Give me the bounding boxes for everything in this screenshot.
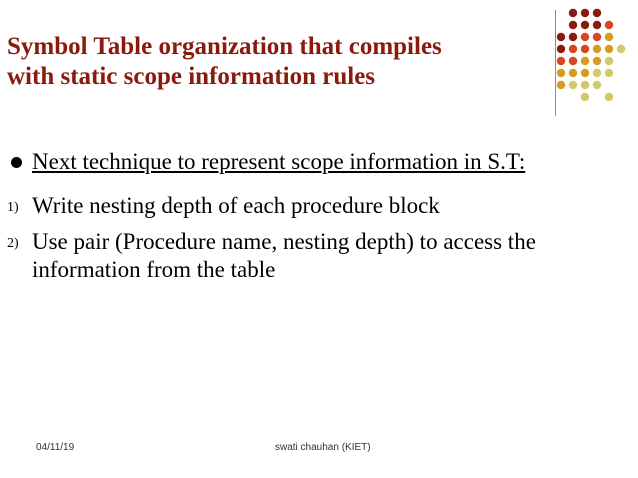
decor-dot (569, 81, 577, 89)
bullet-heading: Next technique to represent scope information in S.T: (32, 149, 526, 174)
decor-dot (605, 21, 613, 29)
decor-dot (581, 69, 589, 77)
decor-dot (569, 33, 577, 41)
decor-dot (557, 57, 565, 65)
decor-dot (605, 33, 613, 41)
footer-author: swati chauhan (KIET) (275, 442, 371, 453)
list-item-text-continuation: information from the table (32, 257, 276, 282)
decor-dot (581, 93, 589, 101)
decor-dot (569, 21, 577, 29)
list-item-text: Use pair (Procedure name, nesting depth) to access the (32, 229, 536, 254)
title-divider-line (555, 10, 556, 116)
decor-dot (581, 45, 589, 53)
decor-dot (569, 45, 577, 53)
slide-title (7, 32, 537, 92)
decor-dot (605, 93, 613, 101)
bullet-icon (11, 157, 22, 168)
slide-title-line-1: Symbol Table organization that compiles (7, 33, 442, 60)
decor-dot (581, 81, 589, 89)
decor-dot (581, 21, 589, 29)
decor-dot (581, 57, 589, 65)
decor-dot (557, 45, 565, 53)
list-item-text: Write nesting depth of each procedure block (32, 193, 440, 218)
decor-dot (593, 33, 601, 41)
decor-dot (593, 57, 601, 65)
decor-dot (605, 69, 613, 77)
decor-dot (593, 69, 601, 77)
decor-dot (557, 81, 565, 89)
decor-dot (581, 9, 589, 17)
decor-dot (593, 9, 601, 17)
slide-title-line-2: with static scope information rules (7, 63, 376, 90)
decor-dot (557, 33, 565, 41)
decor-dot (557, 69, 565, 77)
decor-dot (605, 45, 613, 53)
decor-dot (605, 57, 613, 65)
list-item-number: 2) (7, 236, 19, 251)
decor-dot (569, 57, 577, 65)
decor-dot (593, 21, 601, 29)
decor-dot (569, 69, 577, 77)
footer-date: 04/11/19 (36, 442, 75, 453)
decor-dot (593, 81, 601, 89)
decor-dot (617, 45, 625, 53)
list-item-number: 1) (7, 200, 19, 215)
decor-dot (593, 45, 601, 53)
decor-dot (569, 9, 577, 17)
decor-dot (581, 33, 589, 41)
